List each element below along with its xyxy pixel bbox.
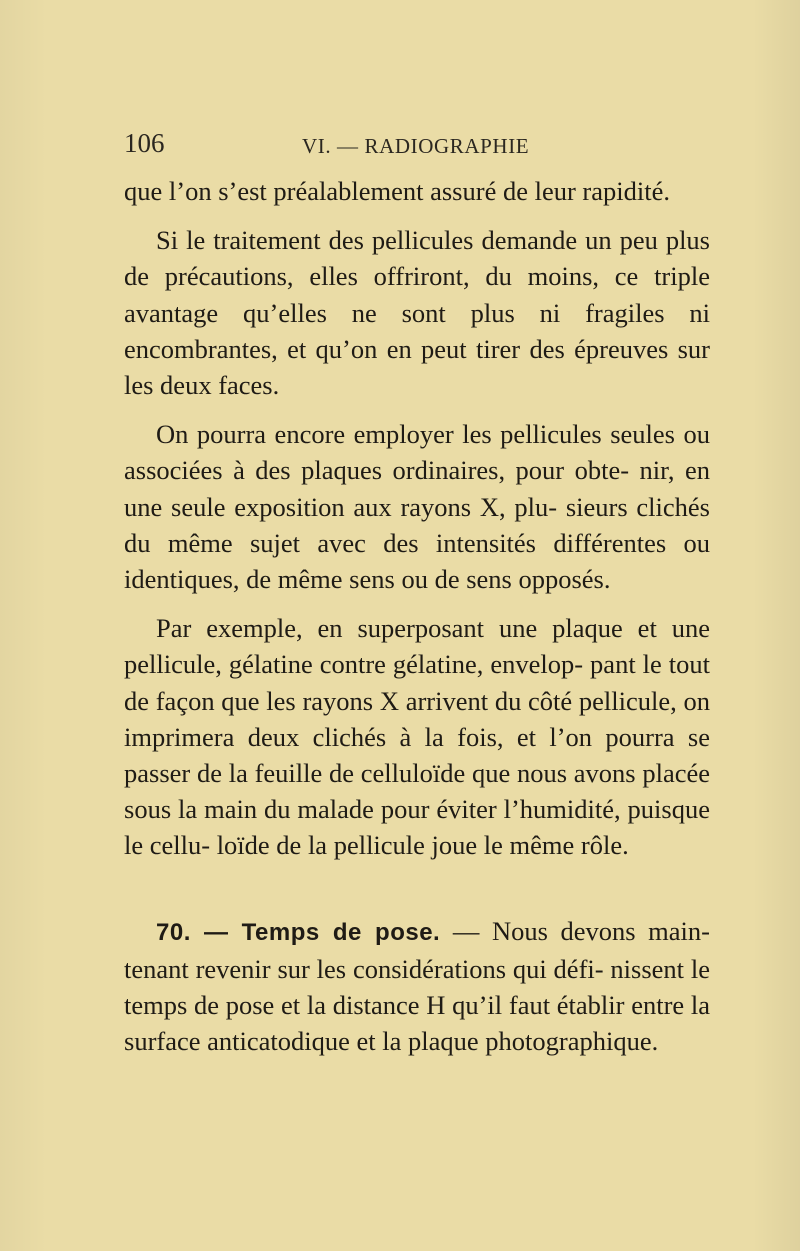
paragraph-4: Par exemple, en superposant une plaque et une pellicule, gélatine contre gélatine, envelop- pant le tout de façon que les rayons X arrivent du côté pellicule, on imprimera deux clichés à la fois, et l’on pourra se passer de la feuille de celluloïde que nous avons placée sous la main du malade pour éviter l’humidité, puisque le cellu- loïde de la pellicule joue le même rôle. (124, 613, 710, 861)
paragraph-2: Si le traitement des pellicules demande un peu plus de précautions, elles offriront, du moins, ce triple avantage qu’elles ne sont plus ni fragiles ni encombrantes, et qu’on en peut tirer des épreuves sur les deux faces. (124, 225, 710, 401)
section-body: — Nous devons main- tenant revenir sur les considérations qui défi- nissent le temps de pose et la distance H qu’il faut établir entre la surface anticatodique et la plaque photographique. (124, 915, 710, 1057)
body-text (124, 173, 710, 1059)
running-head: VI. — RADIOGRAPHIE (302, 134, 530, 158)
section-heading: 70. — Temps de pose. (156, 918, 441, 946)
section-paragraph (124, 913, 710, 1060)
paragraph-3: On pourra encore employer les pellicules seules ou associées à des plaques ordinaires, pour obte- nir, en une seule exposition aux rayons X, plu- sieurs clichés du même sujet avec des intensités différentes ou identiques, de même sens ou de sens opposés. (124, 419, 710, 595)
page-number: 106 (124, 128, 165, 158)
paragraph-1: que l’on s’est préalablement assuré de leur rapidité. (124, 176, 670, 206)
